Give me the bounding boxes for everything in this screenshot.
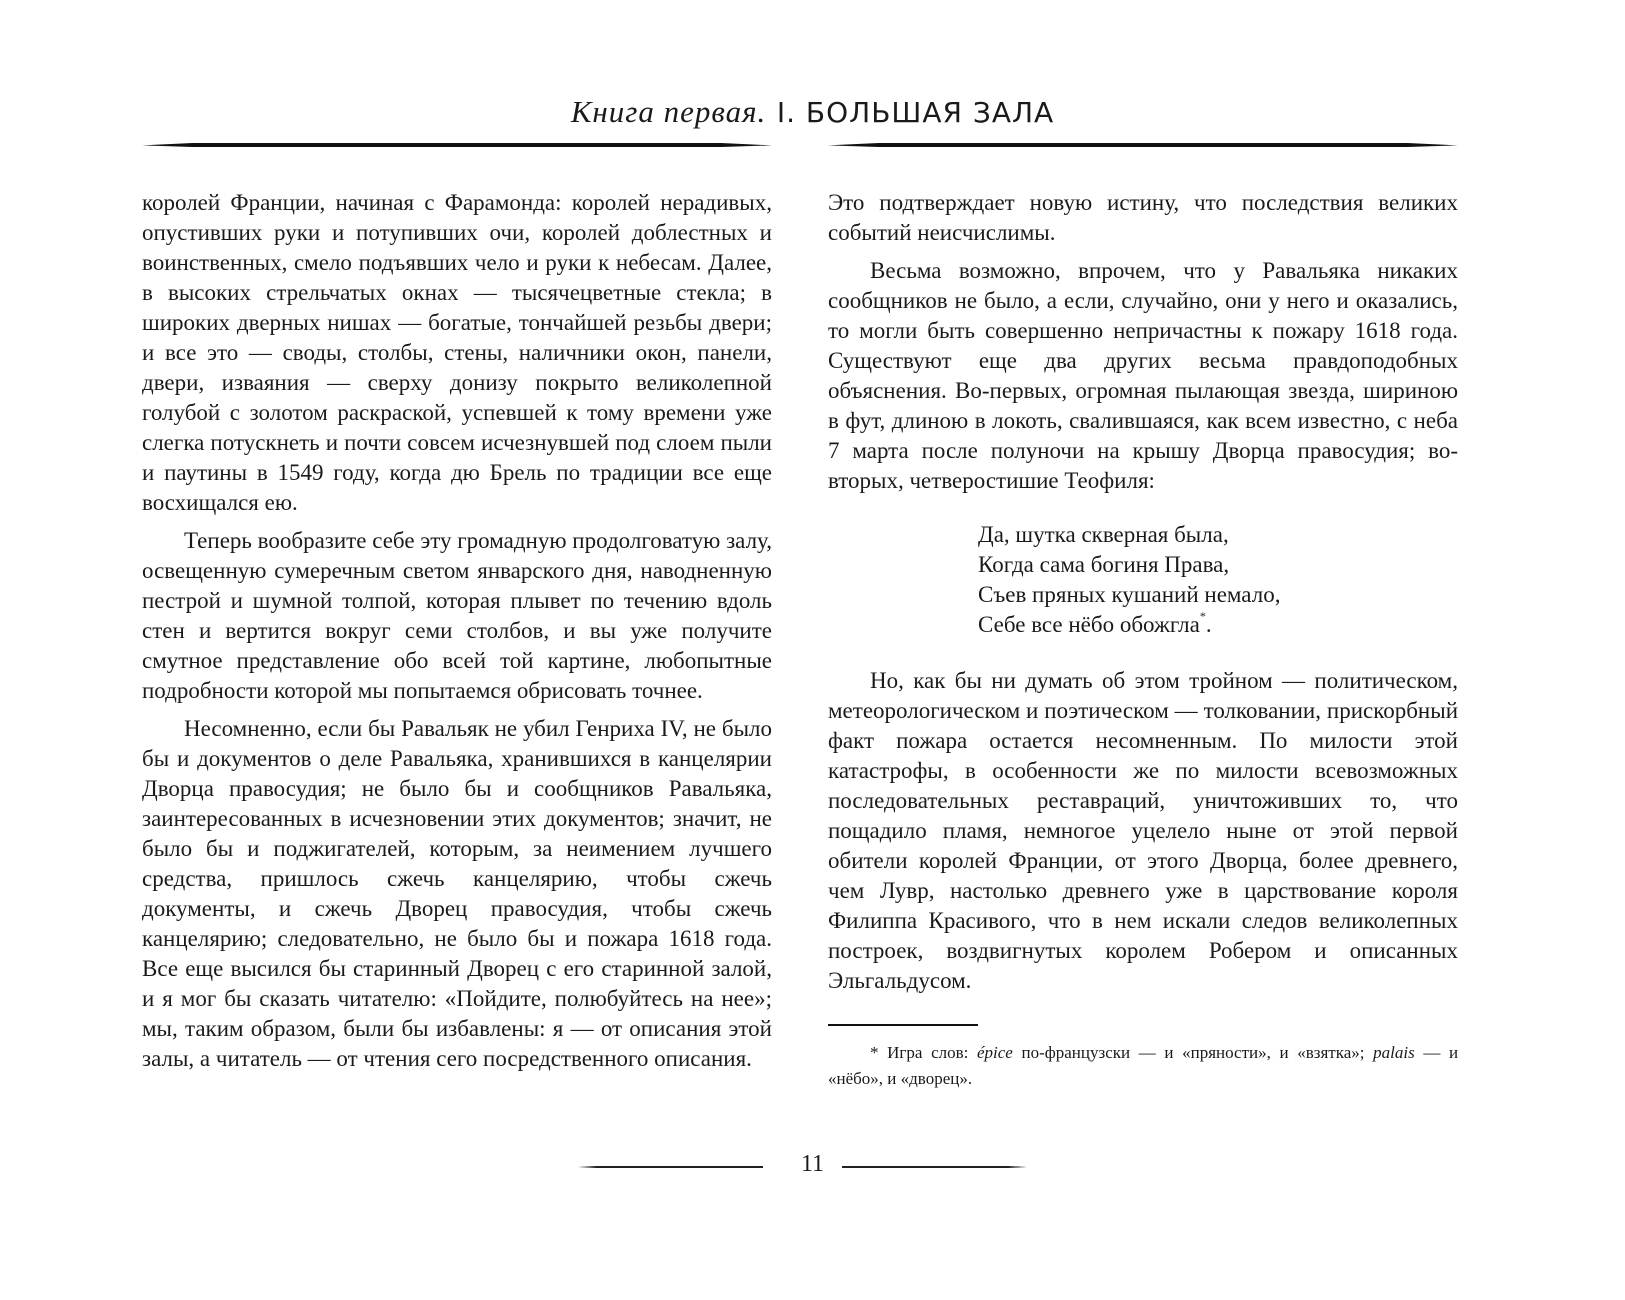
paragraph: Это подтверждает новую истину, что последствия великих событий неисчислимы. bbox=[828, 190, 1458, 245]
footnote-word-epice: épice bbox=[976, 1042, 1013, 1062]
footnote bbox=[828, 1040, 1458, 1092]
footnote-lead: Игра слов: bbox=[887, 1042, 969, 1062]
verse-line: Съев пряных кушаний немало, bbox=[978, 582, 1281, 607]
header-rule-right bbox=[828, 143, 1458, 147]
paragraph: Несомненно, если бы Равальяк не убил Генриха IV, не было бы и документов о деле Равальяка, хранившихся в канцелярии Дворца правосудия; не было бы и сообщников Равальяка, заинтересованных в исчезновении этих документов; значит, не было бы и поджигателей, которым, за неимением лучшего средства, пришлось сжечь канцелярию, чтобы сжечь документы, и сжечь Дворец правосудия, чтобы сжечь канцелярию; следовательно, не было бы и пожара 1618 года. Все еще высился бы старинный Дворец с его старинной залой, и я мог бы сказать читателю: «Пойдите, полюбуйтесь на нее»; мы, таким образом, были бы избавлены: я — от описания этой залы, а читатель — от чтения сего посредственного описания. bbox=[142, 716, 772, 1071]
header-rule-left bbox=[142, 143, 772, 147]
running-header-chapter: I. БОЛЬШАЯ ЗАЛА bbox=[776, 96, 1055, 129]
verse-line-text: Себе все нёбо обожгла bbox=[978, 612, 1200, 637]
footnote-text: по-французски — и «пряности», и «взятка»; bbox=[1021, 1042, 1365, 1062]
running-header-part: Книга первая. bbox=[570, 94, 767, 129]
left-column bbox=[142, 188, 772, 1082]
verse-line: Да, шутка скверная была, bbox=[978, 522, 1229, 547]
right-column bbox=[828, 188, 1458, 1092]
verse-line-last bbox=[978, 610, 1458, 640]
page-number: 11 bbox=[800, 1151, 825, 1177]
paragraph: королей Франции, начиная с Фарамонда: королей нерадивых, опустивших руки и потупивших очи, королей доблестных и воинственных, смело подъявших чело и руки к небесам. Далее, в высоких стрельчатых окнах — тысячецветные стекла; в широких дверных нишах — богатые, тончайшей резьбы двери; и все это — своды, столбы, стены, наличники окон, панели, двери, изваяния — сверху донизу покрыто великолепной голубой с золотом раскраской, успевшей к тому времени уже слегка потускнеть и почти совсем исчезнувшей под слоем пыли и паутины в 1549 году, когда дю Брель по традиции все еще восхищался ею. bbox=[142, 190, 772, 515]
footnote-reference[interactable]: * bbox=[1199, 609, 1206, 623]
footnote-word-palais: palais bbox=[1373, 1042, 1415, 1062]
verse-quatrain bbox=[978, 520, 1458, 640]
footnote-rule bbox=[828, 1024, 978, 1026]
paragraph: Но, как бы ни думать об этом тройном — политическом, метеорологическом и поэтическом — толковании, прискорбный факт пожара остается несомненным. По милости этой катастрофы, в особенности же по милости всевозможных последовательных реставраций, уничтоживших то, что пощадило пламя, немногое уцелело ныне от этой первой обители королей Франции, от этого Дворца, более древнего, чем Лувр, настолько древнего уже в царствование короля Филиппа Красивого, что в нем искали следов великолепных построек, воздвигнутых королем Робером и описанных Эльгальдусом. bbox=[828, 668, 1458, 993]
footnote-mark: * bbox=[870, 1042, 879, 1062]
verse-end-punct: . bbox=[1205, 612, 1212, 637]
running-header bbox=[0, 94, 1625, 130]
verse-line: Когда сама богиня Права, bbox=[978, 552, 1230, 577]
footnote-text: — и «нёбо», и «дворец». bbox=[828, 1042, 1459, 1088]
paragraph: Теперь вообразите себе эту громадную продолговатую залу, освещенную сумеречным светом январского дня, наводненную пестрой и шумной толпой, которая плывет по течению вдоль стен и вертится вокруг семи столбов, и вы уже получите смутное представление обо всей той картине, любопытные подробности которой мы попытаемся обрисовать точнее. bbox=[142, 528, 772, 703]
paragraph: Весьма возможно, впрочем, что у Равальяка никаких сообщников не было, а если, случайно, они у него и оказались, то могли быть совершенно непричастны к пожару 1618 года. Существуют еще два других весьма правдоподобных объяснения. Во-первых, огромная пылающая звезда, шириною в фут, длиною в локоть, свалившаяся, как всем известно, с неба 7 марта после полуночи на крышу Дворца правосудия; во-вторых, четверостишие Теофиля: bbox=[828, 258, 1458, 493]
page-footer bbox=[0, 1151, 1625, 1178]
